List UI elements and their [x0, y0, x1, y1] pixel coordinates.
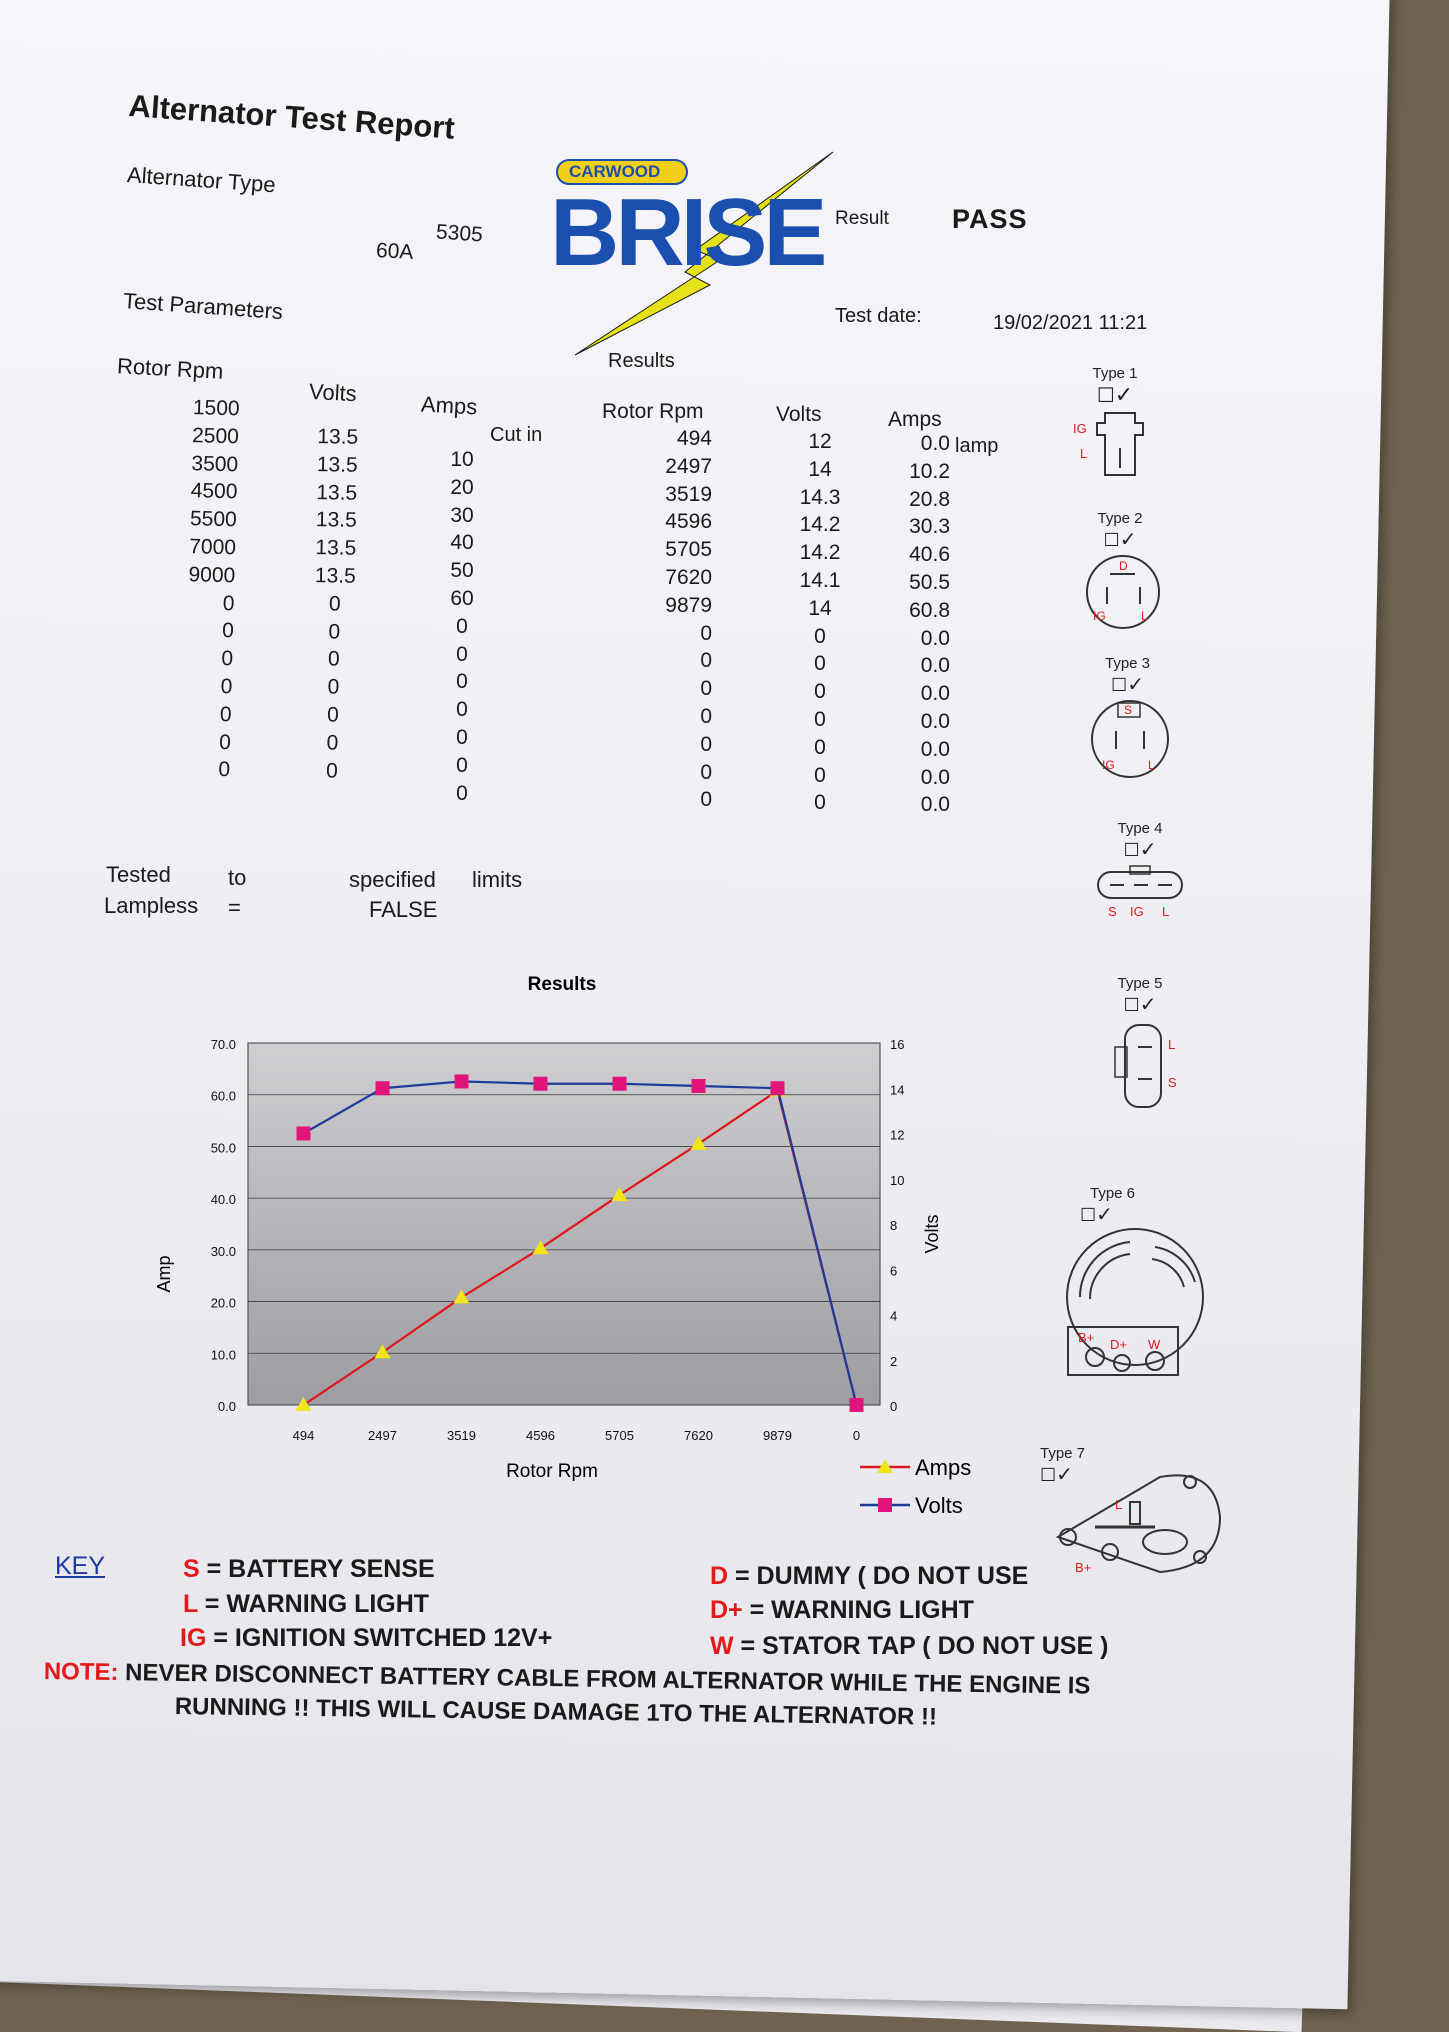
cut-in-label: Cut in: [490, 424, 543, 446]
results-volts-cell: 12: [808, 430, 832, 453]
results-rpm-cell: 9879: [665, 593, 712, 617]
results-amps-cell: 10.2: [909, 459, 950, 483]
alternator-model: 5305: [435, 220, 484, 247]
x-tick-label: 3519: [447, 1428, 476, 1443]
checkbox-icon[interactable]: ☐: [1080, 1205, 1097, 1225]
type-6-pin-d-plus: D+: [1110, 1337, 1127, 1352]
results-rpm-cell: 0: [700, 621, 712, 645]
params-header-rpm: Rotor Rpm: [116, 353, 224, 384]
x-tick-label: 2497: [368, 1428, 397, 1443]
y2-tick-label: 6: [890, 1263, 898, 1279]
y2-tick-label: 16: [890, 1037, 905, 1052]
type-6-diagram: [1040, 1185, 1210, 1401]
params-rpm-cell: 0: [221, 647, 234, 671]
type-5-plug-icon: [1090, 1017, 1190, 1117]
results-volts-cell: 0: [814, 707, 826, 731]
results-amps-cell: 60.8: [909, 598, 950, 622]
checkbox-icon[interactable]: ☐: [1123, 840, 1140, 860]
results-rpm-cell: 2497: [665, 454, 712, 478]
results-volts-cell: 14: [808, 457, 832, 481]
params-amps-cell: 0: [456, 614, 468, 638]
results-volts-cell: 14.2: [799, 513, 841, 537]
params-rpm-cell: 0: [221, 619, 235, 643]
key-item: [183, 1590, 429, 1619]
specified-label: specified: [349, 867, 436, 892]
params-volts-cell: 0: [326, 703, 339, 727]
key-item: [710, 1596, 974, 1625]
params-header-amps: Amps: [420, 391, 478, 420]
params-rpm-cell: 0: [218, 730, 232, 754]
results-volts-cell: 0: [814, 791, 826, 815]
params-volts-cell: 0: [328, 619, 341, 644]
results-amps-cell: 0.0: [920, 709, 950, 733]
results-amps-column: [890, 430, 950, 819]
result-value: PASS: [952, 204, 1028, 234]
results-volts-cell: 14.3: [799, 485, 841, 509]
y-tick-label: 20.0: [210, 1295, 236, 1311]
legend-marker: [878, 1498, 892, 1512]
logo-carwood: CARWOOD: [569, 162, 661, 181]
logo-brise: BRISE: [550, 179, 824, 286]
results-volts-cell: 14.1: [799, 568, 841, 592]
params-volts-column: [302, 423, 368, 785]
to-label: to: [228, 865, 247, 890]
params-rpm-cell: 0: [220, 674, 233, 699]
test-parameters-heading: Test Parameters: [122, 288, 284, 325]
results-amps-cell: 20.8: [909, 487, 950, 511]
results-volts-cell: 0: [814, 763, 826, 787]
params-amps-column: [437, 446, 487, 807]
key-code: D: [710, 1562, 729, 1590]
params-volts-cell: 0: [325, 758, 338, 783]
note-line-1: NEVER DISCONNECT BATTERY CABLE FROM ALTERNATOR WHILE THE ENGINE IS: [118, 1659, 1091, 1700]
test-date-label: Test date:: [835, 305, 922, 327]
type-7-label: Type 7: [1040, 1445, 1086, 1462]
results-rpm-cell: 4596: [665, 510, 712, 534]
type-2-diagram: [1075, 510, 1165, 636]
params-volts-cell: 0: [328, 592, 341, 616]
type-4-plug-icon: [1090, 862, 1190, 922]
results-rpm-cell: 0: [700, 788, 712, 812]
checkbox-icon[interactable]: ☐: [1096, 385, 1115, 407]
type-1-pin-l: L: [1080, 446, 1088, 461]
params-rpm-cell: 7000: [188, 535, 237, 560]
results-amps-cell: 40.6: [909, 543, 950, 567]
x-tick-label: 7620: [684, 1428, 713, 1443]
results-rpm-column: [640, 425, 712, 814]
params-amps-cell: 0: [456, 781, 468, 805]
y-tick-label: 40.0: [210, 1192, 236, 1208]
key-text: = STATOR TAP ( DO NOT USE ): [733, 1632, 1109, 1660]
y-tick-label: 30.0: [210, 1243, 236, 1259]
results-amps-cell: 0.0: [920, 626, 950, 650]
y2-tick-label: 8: [890, 1218, 898, 1233]
results-header-volts: Volts: [776, 403, 822, 426]
data-point-volts: [297, 1127, 311, 1141]
params-rpm-cell: 0: [218, 758, 231, 782]
x-tick-label: 4596: [526, 1428, 555, 1443]
key-item: [180, 1624, 552, 1653]
lampless-label: Lampless: [104, 893, 199, 918]
type-7-alternator-icon: [1040, 1457, 1230, 1577]
checkbox-icon[interactable]: ☐: [1040, 1465, 1057, 1485]
results-rpm-cell: 3519: [665, 482, 712, 506]
type-2-socket-icon: [1075, 552, 1165, 632]
data-point-volts: [376, 1081, 390, 1095]
params-amps-cell: 20: [450, 475, 474, 499]
legend-label: Volts: [915, 1493, 963, 1518]
y-tick-label: 70.0: [210, 1037, 236, 1052]
tested-label: Tested: [106, 862, 171, 887]
type-1-label: Type 1: [1092, 365, 1138, 382]
key-item: [710, 1562, 1028, 1591]
type-7-diagram: [1040, 1445, 1230, 1581]
check-icon: ✓: [1139, 994, 1157, 1016]
check-icon: ✓: [1139, 839, 1157, 861]
type-3-socket-icon: [1080, 697, 1175, 782]
results-volts-column: [790, 428, 850, 817]
params-header-volts: Volts: [308, 378, 358, 407]
chart-title: Results: [527, 974, 597, 995]
type-5-label: Type 5: [1117, 975, 1163, 992]
type-5-pin-l: L: [1168, 1037, 1176, 1052]
y2-tick-label: 12: [890, 1127, 905, 1143]
limits-label: limits: [472, 867, 523, 892]
checkbox-icon[interactable]: ☐: [1111, 675, 1128, 695]
results-rpm-cell: 7620: [665, 565, 712, 589]
y-tick-label: 0.0: [217, 1399, 236, 1414]
params-rpm-cell: 5500: [189, 507, 238, 532]
y2-axis-label: Volts: [922, 1214, 942, 1254]
y-tick-label: 60.0: [210, 1088, 236, 1104]
type-4-pin-ig: IG: [1130, 904, 1144, 919]
key-code: D+: [710, 1596, 743, 1624]
results-amps-cell: 0.0: [920, 737, 950, 761]
y-tick-label: 50.0: [210, 1140, 236, 1156]
data-point-volts: [850, 1398, 864, 1412]
type-5-diagram: [1090, 975, 1190, 1121]
y-axis-label: Amp: [154, 1255, 174, 1293]
results-amps-cell: 0.0: [920, 432, 950, 455]
type-1-diagram: [1070, 365, 1160, 482]
key-text: = WARNING LIGHT: [197, 1590, 430, 1618]
params-amps-cell: 50: [450, 559, 474, 583]
results-heading: Results: [608, 350, 675, 372]
params-rpm-column: [140, 393, 240, 784]
lampless-value: FALSE: [369, 897, 438, 922]
results-amps-cell: 30.3: [909, 515, 950, 539]
type-3-pin-ig: IG: [1102, 758, 1115, 772]
x-tick-label: 9879: [763, 1428, 792, 1443]
results-amps-cell: 50.5: [909, 570, 950, 594]
type-6-pin-w: W: [1148, 1337, 1161, 1352]
y2-tick-label: 2: [890, 1353, 898, 1369]
key-text: = WARNING LIGHT: [742, 1596, 974, 1624]
params-volts-cell: 13.5: [317, 425, 359, 449]
checkbox-icon[interactable]: ☐: [1123, 995, 1140, 1015]
results-rpm-cell: 0: [700, 760, 712, 784]
params-rpm-cell: 0: [219, 702, 232, 727]
results-volts-cell: 0: [814, 680, 826, 704]
results-rpm-cell: 0: [700, 732, 712, 756]
results-volts-cell: 0: [814, 735, 826, 759]
params-volts-cell: 0: [327, 675, 340, 699]
results-volts-cell: 0: [814, 652, 826, 676]
type-4-pin-l: L: [1162, 904, 1170, 919]
y2-tick-label: 4: [890, 1308, 898, 1324]
data-point-volts: [771, 1081, 785, 1095]
type-4-label: Type 4: [1117, 820, 1163, 837]
x-tick-label: 5705: [605, 1428, 634, 1443]
type-7-pin-l: L: [1115, 1497, 1123, 1512]
key-text: = DUMMY ( DO NOT USE: [728, 1562, 1029, 1590]
type-3-diagram: [1080, 655, 1175, 786]
type-6-label: Type 6: [1090, 1185, 1136, 1202]
params-volts-cell: 13.5: [314, 564, 356, 588]
type-2-pin-l: L: [1141, 609, 1148, 623]
params-amps-cell: 40: [450, 531, 474, 555]
params-volts-cell: 13.5: [315, 508, 357, 533]
type-4-diagram: [1090, 820, 1190, 926]
lampless-eq: =: [228, 895, 241, 920]
type-3-pin-l: L: [1148, 758, 1155, 772]
results-chart: [0, 960, 1449, 1520]
key-title: KEY: [55, 1552, 106, 1580]
results-volts-cell: 0: [814, 624, 826, 648]
key-code: S: [183, 1555, 200, 1583]
brise-logo: [545, 150, 845, 360]
type-3-label: Type 3: [1104, 655, 1151, 672]
key-code: W: [710, 1632, 734, 1660]
key-code: IG: [180, 1624, 207, 1652]
x-axis-label: Rotor Rpm: [506, 1461, 598, 1482]
params-volts-cell: 13.5: [316, 480, 358, 505]
key-text: = BATTERY SENSE: [199, 1555, 435, 1583]
check-icon: ✓: [1096, 1204, 1113, 1226]
y2-tick-label: 10: [890, 1172, 905, 1188]
checkbox-icon[interactable]: ☐: [1103, 530, 1120, 550]
results-rpm-cell: 0: [700, 677, 712, 701]
type-1-plug-icon: [1070, 408, 1160, 478]
params-amps-cell: 0: [456, 725, 468, 749]
results-rpm-cell: 494: [676, 427, 712, 450]
x-tick-label: 494: [292, 1428, 315, 1443]
result-label: Result: [835, 208, 889, 229]
results-header-amps: Amps: [888, 408, 942, 431]
params-rpm-cell: 2500: [191, 423, 240, 449]
type-4-pin-s: S: [1108, 904, 1117, 919]
params-volts-cell: 13.5: [316, 452, 358, 477]
note-label: NOTE:: [43, 1658, 119, 1687]
results-header-rpm: Rotor Rpm: [602, 400, 704, 423]
key-text: = IGNITION SWITCHED 12V+: [206, 1624, 553, 1652]
key-code: L: [183, 1590, 198, 1618]
params-amps-cell: 0: [456, 642, 468, 666]
type-2-label: Type 2: [1097, 510, 1143, 527]
type-1-pin-ig: IG: [1073, 421, 1087, 436]
params-rpm-cell: 4500: [190, 479, 238, 504]
check-icon: ✓: [1056, 1464, 1073, 1486]
report-title: Alternator Test Report: [127, 88, 456, 146]
results-rpm-cell: 5705: [665, 538, 712, 562]
type-2-pin-d: D: [1119, 559, 1128, 573]
plot-area: [248, 1043, 880, 1405]
type-3-pin-s: S: [1124, 703, 1133, 717]
params-amps-cell: 0: [456, 698, 468, 722]
results-amps-cell: 0.0: [920, 682, 950, 706]
check-icon: ✓: [1119, 529, 1137, 551]
type-5-pin-s: S: [1168, 1075, 1177, 1090]
results-amps-cell: 0.0: [920, 765, 950, 789]
results-amps-cell: 0.0: [920, 793, 950, 817]
type-6-pin-b-plus: B+: [1078, 1330, 1095, 1345]
results-rpm-cell: 0: [700, 649, 712, 673]
type-6-alternator-icon: [1040, 1227, 1210, 1397]
data-point-volts: [692, 1079, 706, 1093]
params-rpm-cell: 3500: [191, 451, 239, 476]
params-amps-cell: 0: [456, 670, 468, 694]
params-rpm-cell: 0: [222, 591, 235, 615]
legend-label: Amps: [915, 1455, 972, 1480]
params-amps-cell: 0: [456, 753, 468, 777]
lamp-label: lamp: [955, 435, 999, 457]
type-2-pin-ig: IG: [1093, 609, 1106, 623]
params-rpm-cell: 9000: [188, 562, 236, 588]
key-item: [183, 1555, 435, 1584]
data-point-volts: [534, 1077, 548, 1091]
safety-note-line-2: RUNNING !! THIS WILL CAUSE DAMAGE 1TO THE ALTERNATOR !!: [174, 1693, 938, 1731]
params-amps-cell: 60: [450, 586, 474, 610]
check-icon: ✓: [1127, 674, 1144, 696]
y2-tick-label: 14: [890, 1082, 905, 1098]
alternator-rating: 60A: [375, 239, 414, 264]
results-rpm-cell: 0: [700, 704, 712, 728]
type-7-pin-b-plus: B+: [1075, 1560, 1092, 1575]
params-amps-cell: 30: [450, 503, 474, 527]
alternator-type-label: Alternator Type: [126, 162, 277, 198]
params-volts-cell: 0: [327, 647, 340, 671]
check-icon: ✓: [1114, 382, 1134, 407]
params-volts-cell: 0: [326, 731, 339, 755]
x-tick-label: 0: [852, 1428, 861, 1443]
results-volts-cell: 14.2: [799, 541, 841, 565]
key-item: [710, 1632, 1108, 1661]
params-volts-cell: 13.5: [315, 536, 357, 561]
params-rpm-cell: 1500: [192, 396, 240, 421]
y-tick-label: 10.0: [210, 1347, 236, 1363]
data-point-volts: [613, 1077, 627, 1091]
results-amps-cell: 0.0: [920, 654, 950, 678]
y2-tick-label: 0: [890, 1399, 898, 1414]
data-point-volts: [455, 1074, 469, 1088]
results-volts-cell: 14: [808, 596, 832, 620]
params-amps-cell: 10: [450, 448, 474, 471]
test-date-value: 19/02/2021 11:21: [993, 312, 1148, 334]
